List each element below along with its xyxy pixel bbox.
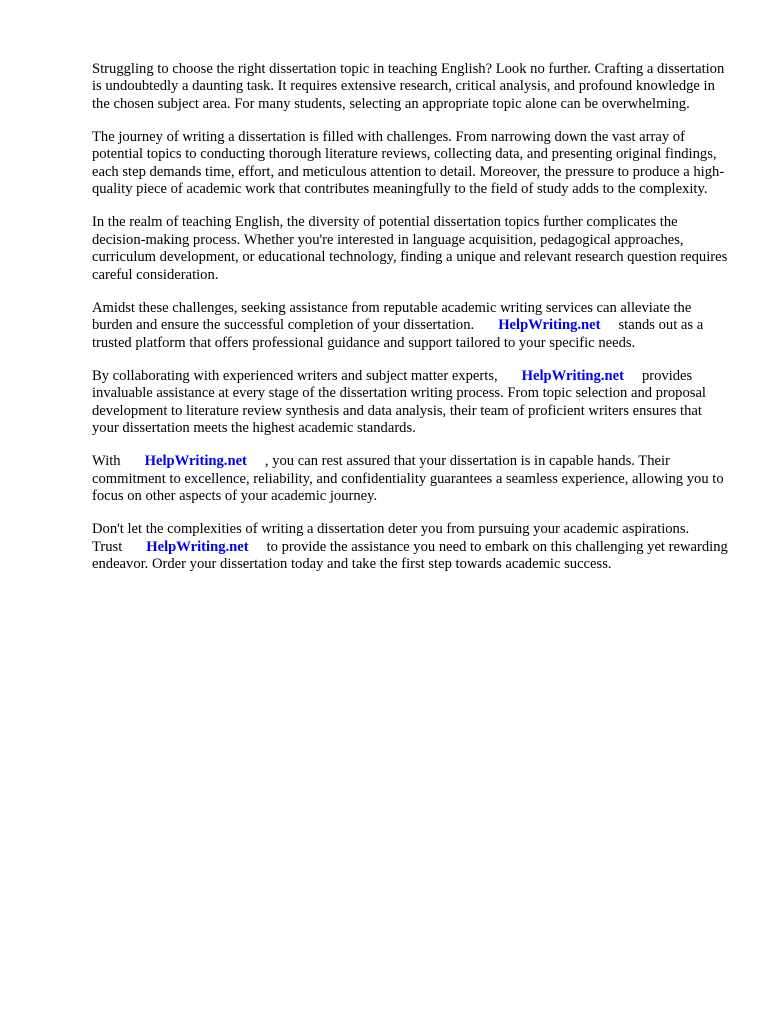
helpwriting-link-2[interactable]: HelpWriting.net: [521, 367, 624, 384]
paragraph-assistance-text-2: stands out as a trusted platform that offers professional guidance and support tailored to your specific needs.: [92, 317, 704, 351]
helpwriting-link-3[interactable]: HelpWriting.net: [144, 453, 247, 470]
paragraph-collaborating-text-1: By collaborating with experienced writers and subject matter experts,: [92, 367, 498, 384]
paragraph-teaching-english: In the realm of teaching English, the diversity of potential dissertation topics further complicates the decision-making process. Whether you're interested in language acquisition, pedagogical approaches, curriculum development, or educational technology, finding a unique and relevant research question requires careful consideration.: [92, 214, 728, 283]
paragraph-assistance: [92, 300, 728, 352]
paragraph-collaborating: [92, 368, 728, 438]
paragraph-capable-hands-text-2: , you can rest assured that your dissertation is in capable hands. Their commitment to excellence, reliability, and confidentiality guarantees a seamless experience, allowing you to focus on other aspects of your academic journey.: [92, 453, 724, 505]
helpwriting-link-1[interactable]: HelpWriting.net: [498, 317, 601, 334]
paragraph-challenges: The journey of writing a dissertation is filled with challenges. From narrowing down the vast array of potential topics to conducting thorough literature reviews, collecting data, and presenting original findings, each step demands time, effort, and meticulous attention to detail. Moreover, the pressure to produce a high-quality piece of academic work that contributes meaningfully to the field of study adds to the complexity.: [92, 129, 725, 198]
paragraph-capable-hands-text-1: With: [92, 453, 121, 470]
paragraph-call-to-action-text-1: Don't let the complexities of writing a dissertation deter you from pursuing your academic aspirations. Trust: [92, 521, 690, 555]
paragraph-intro: Struggling to choose the right dissertation topic in teaching English? Look no further. Crafting a dissertation is undoubtedly a daunting task. It requires extensive research, critical analysis, and profound knowledge in the chosen subject area. For many students, selecting an appropriate topic alone can be overwhelming.: [92, 61, 725, 112]
paragraph-assistance-text-1: Amidst these challenges, seeking assistance from reputable academic writing services can alleviate the burden and ensure the successful completion of your dissertation.: [92, 299, 692, 334]
paragraph-call-to-action-text-2: to provide the assistance you need to embark on this challenging yet rewarding endeavor. Order your dissertation today and take the first step towards academic success.: [92, 538, 728, 573]
helpwriting-link-4[interactable]: HelpWriting.net: [146, 538, 249, 555]
paragraph-collaborating-text-2: provides invaluable assistance at every stage of the dissertation writing process. From topic selection and proposal development to literature review synthesis and data analysis, their team of proficient writers ensures that your dissertation meets the highest academic standards.: [92, 367, 706, 437]
paragraph-call-to-action: [92, 521, 728, 573]
document-body: [92, 61, 728, 589]
paragraph-capable-hands: [92, 453, 728, 505]
